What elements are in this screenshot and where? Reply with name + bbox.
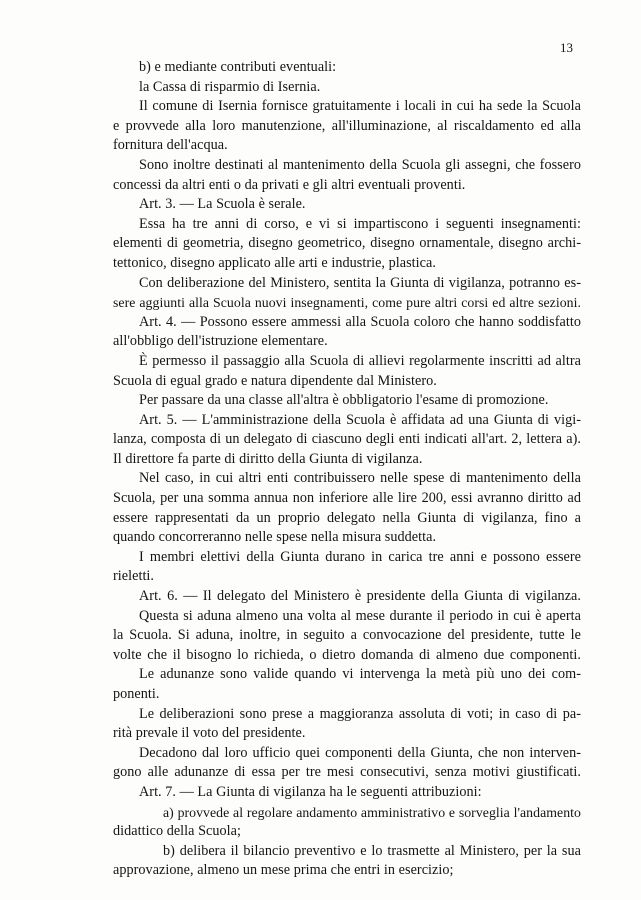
text-line-26: I membri elettivi della Giunta durano in carica tre anni e possono essere (139, 548, 581, 565)
text-line-10: elementi di geometria, disegno geometrico, disegno ornamentale, disegno archi- (113, 235, 581, 252)
text-line-21: Il direttore fa parte di diritto della Giunta di vigilanza. (113, 450, 423, 467)
text-line-17: Scuola di egual grado e natura dipendente dal Ministero. (113, 372, 437, 389)
text-line-38: Art. 7. — La Giunta di vigilanza ha le seguenti attribuzioni: (139, 783, 482, 800)
text-line-13: sere aggiunti alla Scuola nuovi insegnamenti, come pure altri corsi ed altre sezioni. (113, 295, 581, 311)
text-line-41: b) delibera il bilancio preventivo e lo trasmette al Ministero, per la sua (163, 842, 581, 859)
text-line-24: essere rappresentati da un proprio delegato nella Giunta di vigilanza, fino a (113, 509, 581, 526)
text-line-18: Per passare da una classe all'altra è obbligatorio l'esame di promozione. (139, 392, 549, 409)
text-line-19: Art. 5. — L'amministrazione della Scuola è affidata ad una Giunta di vigi- (139, 411, 581, 428)
text-line-40: didattico della Scuola; (113, 823, 242, 840)
text-line-33: ponenti. (113, 686, 160, 702)
text-line-27: rieletti. (113, 568, 155, 585)
text-line-5: fornitura dell'acqua. (113, 137, 228, 154)
text-line-39: a) provvede al regolare andamento amministrativo e sorveglia l'andamento (163, 804, 581, 820)
text-line-28: Art. 6. — Il delegato del Ministero è presidente della Giunta di vigilanza. (139, 588, 581, 605)
text-line-36: Decadono dal loro ufficio quei componenti della Giunta, che non interven- (139, 744, 581, 761)
text-line-35: rità prevale il voto del presidente. (113, 725, 306, 742)
text-line-25: quando concorreranno nelle spese nella misura suddetta. (113, 529, 437, 546)
text-line-11: tettonico, disegno applicato alle arti e industrie, plastica. (113, 254, 436, 271)
text-line-30: la Scuola. Si aduna, inoltre, in seguito a convocazione del presidente, tutte le (113, 627, 581, 644)
text-line-1: b) e mediante contributi eventuali: (139, 59, 337, 75)
text-line-32: Le adunanze sono valide quando vi intervenga la metà più uno dei com- (139, 666, 581, 683)
text-line-7: concessi da altri enti o da privati e gli altri eventuali proventi. (113, 176, 466, 193)
text-line-42: approvazione, almeno un mese prima che entri in esercizio; (113, 862, 454, 879)
text-line-23: Scuola, per una somma annua non inferiore alle lire 200, essi avranno diritto ad (113, 490, 581, 507)
text-line-29: Questa si aduna almeno una volta al mese durante il periodo in cui è aperta (139, 607, 581, 624)
text-line-15: all'obbligo dell'istruzione elementare. (113, 333, 328, 350)
text-line-16: È permesso il passaggio alla Scuola di allievi regolarmente inscritti ad altra (139, 352, 581, 369)
text-line-22: Nel caso, in cui altri enti contribuissero nelle spese di mantenimento della (139, 470, 581, 487)
text-line-12: Con deliberazione del Ministero, sentita la Giunta di vigilanza, potranno es- (139, 274, 581, 291)
text-line-6: Sono inoltre destinati al mantenimento della Scuola gli assegni, che fossero (139, 156, 581, 173)
text-line-34: Le deliberazioni sono prese a maggioranza assoluta di voti; in caso di pa- (139, 705, 581, 722)
text-line-20: lanza, composta di un delegato di ciascuno degli enti indicati all'art. 2, lettera a). (113, 431, 581, 448)
text-line-8: Art. 3. — La Scuola è serale. (139, 196, 306, 213)
text-line-14: Art. 4. — Possono essere ammessi alla Scuola coloro che hanno soddisfatto (139, 313, 581, 330)
text-line-4: e provvede alla loro manutenzione, all'illuminazione, al riscaldamento ed alla (113, 117, 581, 134)
text-line-3: Il comune di Isernia fornisce gratuitamente i locali in cui ha sede la Scuola (139, 98, 581, 115)
page-number: 13 (560, 40, 573, 55)
text-line-9: Essa ha tre anni di corso, e vi si impartiscono i seguenti insegnamenti: (139, 215, 581, 232)
body-text (113, 58, 581, 881)
text-line-31: volte che il bisogno lo richieda, o dietro domanda di almeno due componenti. (113, 646, 581, 663)
text-line-2: la Cassa di risparmio di Isernia. (139, 78, 321, 95)
text-line-37: gono alle adunanze di essa per tre mesi consecutivi, senza motivi giustificati. (113, 764, 581, 781)
